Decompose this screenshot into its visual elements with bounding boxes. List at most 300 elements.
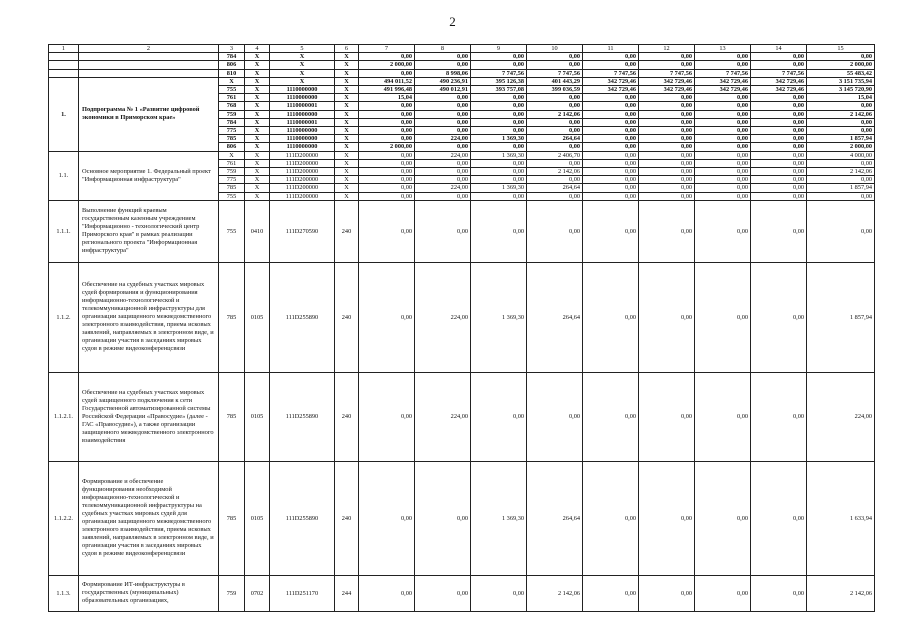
- column-header: 11: [583, 45, 639, 53]
- cell-value-col10: 2 406,70: [527, 151, 583, 159]
- cell-grbs: 755: [219, 86, 245, 94]
- cell-value-col13: 342 729,46: [695, 77, 751, 85]
- cell-value-col15: 2 142,06: [807, 110, 875, 118]
- cell-value-col13: 0,00: [695, 168, 751, 176]
- cell-value-col7: 2 000,00: [359, 143, 415, 151]
- cell-value-col9: 1 369,30: [471, 135, 527, 143]
- cell-rzpr: X: [245, 151, 270, 159]
- cell-value-col13: 0,00: [695, 372, 751, 461]
- cell-vr: X: [335, 53, 359, 61]
- cell-vr: X: [335, 143, 359, 151]
- cell-rzpr: X: [245, 110, 270, 118]
- cell-rzpr: 0105: [245, 262, 270, 372]
- cell-value-col11: 0,00: [583, 151, 639, 159]
- cell-value-col9: 1 369,30: [471, 184, 527, 192]
- cell-value-col8: 0,00: [415, 143, 471, 151]
- cell-rzpr: 0410: [245, 200, 270, 262]
- cell-value-col9: 7 747,56: [471, 69, 527, 77]
- cell-value-col15: 55 483,42: [807, 69, 875, 77]
- cell-value-col9: 0,00: [471, 118, 527, 126]
- cell-grbs: X: [219, 77, 245, 85]
- cell-value-col10: 0,00: [527, 159, 583, 167]
- cell-csr: 1110000000: [270, 110, 335, 118]
- cell-value-col11: 7 747,56: [583, 69, 639, 77]
- cell-value-col9: 0,00: [471, 110, 527, 118]
- cell-csr: 1110000000: [270, 135, 335, 143]
- cell-vr: X: [335, 192, 359, 200]
- column-header: 9: [471, 45, 527, 53]
- cell-value-col7: 0,00: [359, 102, 415, 110]
- cell-value-col8: 0,00: [415, 61, 471, 69]
- cell-value-col14: 0,00: [751, 151, 807, 159]
- cell-value-col13: 0,00: [695, 135, 751, 143]
- cell-value-col13: 0,00: [695, 110, 751, 118]
- cell-value-col14: 0,00: [751, 135, 807, 143]
- cell-value-col9: 0,00: [471, 168, 527, 176]
- cell-value-col8: 0,00: [415, 118, 471, 126]
- cell-num: [49, 69, 79, 77]
- cell-value-col10: 264,64: [527, 184, 583, 192]
- column-header: 12: [639, 45, 695, 53]
- table-row: [49, 53, 875, 61]
- cell-value-col12: 0,00: [639, 151, 695, 159]
- cell-csr: X: [270, 77, 335, 85]
- cell-value-col12: 0,00: [639, 262, 695, 372]
- cell-value-col14: 0,00: [751, 168, 807, 176]
- cell-vr: X: [335, 102, 359, 110]
- cell-value-col10: 0,00: [527, 94, 583, 102]
- cell-value-col13: 0,00: [695, 127, 751, 135]
- cell-value-col7: 0,00: [359, 262, 415, 372]
- cell-value-col11: 0,00: [583, 262, 639, 372]
- main-event-number: 1.1.: [49, 151, 79, 200]
- activity-row: [49, 575, 875, 611]
- cell-value-col10: 0,00: [527, 127, 583, 135]
- cell-csr: 111D200000: [270, 176, 335, 184]
- cell-value-col11: 0,00: [583, 143, 639, 151]
- cell-vr: X: [335, 69, 359, 77]
- cell-value-col15: 2 142,06: [807, 575, 875, 611]
- cell-grbs: 775: [219, 176, 245, 184]
- cell-value-col7: 0,00: [359, 176, 415, 184]
- cell-value-col9: 395 126,38: [471, 77, 527, 85]
- cell-grbs: 775: [219, 127, 245, 135]
- cell-value-col11: 0,00: [583, 118, 639, 126]
- cell-value-col9: 0,00: [471, 192, 527, 200]
- main-event-name: Основное мероприятие 1. Федеральный проект "Информационная инфраструктура": [79, 151, 219, 200]
- cell-value-col13: 0,00: [695, 192, 751, 200]
- cell-csr: 111D200000: [270, 192, 335, 200]
- cell-vr: X: [335, 176, 359, 184]
- column-header: 13: [695, 45, 751, 53]
- cell-vr: X: [335, 61, 359, 69]
- cell-vr: 240: [335, 461, 359, 575]
- cell-value-col15: 1 857,94: [807, 135, 875, 143]
- activity-row: [49, 200, 875, 262]
- cell-value-col15: 2 142,06: [807, 168, 875, 176]
- cell-num: [49, 61, 79, 69]
- cell-rzpr: X: [245, 184, 270, 192]
- cell-num: [49, 53, 79, 61]
- cell-value-col14: 342 729,46: [751, 86, 807, 94]
- cell-value-col14: 7 747,56: [751, 69, 807, 77]
- cell-value-col10: 0,00: [527, 61, 583, 69]
- cell-value-col15: 15,04: [807, 94, 875, 102]
- cell-value-col10: 401 443,29: [527, 77, 583, 85]
- cell-grbs: 806: [219, 143, 245, 151]
- cell-value-col9: 1 369,30: [471, 262, 527, 372]
- cell-value-col15: 0,00: [807, 102, 875, 110]
- cell-value-col13: 0,00: [695, 184, 751, 192]
- cell-value-col12: 0,00: [639, 575, 695, 611]
- cell-value-col14: 0,00: [751, 143, 807, 151]
- cell-value-col11: 0,00: [583, 168, 639, 176]
- column-header: 6: [335, 45, 359, 53]
- cell-grbs: 785: [219, 461, 245, 575]
- column-header: 4: [245, 45, 270, 53]
- cell-value-col14: 0,00: [751, 262, 807, 372]
- cell-value-col13: 0,00: [695, 102, 751, 110]
- cell-vr: 240: [335, 372, 359, 461]
- cell-csr: 111D255890: [270, 461, 335, 575]
- cell-rzpr: X: [245, 69, 270, 77]
- cell-value-col9: 0,00: [471, 575, 527, 611]
- activity-name: Формирование и обеспечение функционирования необходимой информационно-технологической и телекоммуникационной инфраструктуры на судебных участках мировых судей для организации защищенного межведомственного электронного взаимодействия, приема исковых заявлений, направляемых в электронном виде, и организации участия в заседаниях мировых судов в режиме видеоконференцсвязи: [79, 461, 219, 575]
- cell-vr: X: [335, 110, 359, 118]
- activity-name: Обеспечение на судебных участках мировых судей формирования и функционирования информационно-технологической и телекоммуникационной инфраструктуры для организации защищенного межведомственного электронного взаимодействия, приема исковых заявлений, направляемых в электронном виде, и организации участия в заседаниях мировых судов в режиме видеоконференцсвязи: [79, 262, 219, 372]
- cell-rzpr: X: [245, 118, 270, 126]
- budget-table: [48, 44, 875, 612]
- cell-value-col15: 0,00: [807, 176, 875, 184]
- cell-value-col8: 0,00: [415, 176, 471, 184]
- cell-grbs: 761: [219, 94, 245, 102]
- cell-value-col10: 7 747,56: [527, 69, 583, 77]
- cell-csr: 1110000000: [270, 127, 335, 135]
- cell-value-col12: 0,00: [639, 192, 695, 200]
- cell-value-col9: 0,00: [471, 53, 527, 61]
- cell-rzpr: X: [245, 127, 270, 135]
- cell-rzpr: 0105: [245, 461, 270, 575]
- cell-value-col14: 0,00: [751, 110, 807, 118]
- cell-rzpr: X: [245, 61, 270, 69]
- cell-value-col11: 0,00: [583, 61, 639, 69]
- cell-grbs: 784: [219, 53, 245, 61]
- cell-value-col8: 490 012,91: [415, 86, 471, 94]
- cell-value-col15: 3 151 735,94: [807, 77, 875, 85]
- cell-name: [79, 53, 219, 61]
- cell-value-col8: 0,00: [415, 110, 471, 118]
- cell-value-col11: 0,00: [583, 176, 639, 184]
- cell-value-col13: 0,00: [695, 143, 751, 151]
- cell-value-col8: 0,00: [415, 168, 471, 176]
- cell-grbs: 785: [219, 135, 245, 143]
- subprogram-number: 1.: [49, 77, 79, 151]
- cell-value-col9: 0,00: [471, 143, 527, 151]
- cell-value-col11: 342 729,46: [583, 77, 639, 85]
- cell-value-col10: 2 142,06: [527, 110, 583, 118]
- cell-value-col8: 0,00: [415, 200, 471, 262]
- cell-value-col15: 1 857,94: [807, 262, 875, 372]
- cell-value-col9: 0,00: [471, 102, 527, 110]
- cell-csr: 111D270590: [270, 200, 335, 262]
- cell-value-col15: 2 000,00: [807, 61, 875, 69]
- activity-row: [49, 372, 875, 461]
- cell-rzpr: X: [245, 143, 270, 151]
- cell-value-col15: 0,00: [807, 118, 875, 126]
- cell-value-col9: 0,00: [471, 61, 527, 69]
- cell-value-col14: 0,00: [751, 159, 807, 167]
- table-row: [49, 77, 875, 85]
- cell-value-col7: 0,00: [359, 168, 415, 176]
- cell-value-col13: 0,00: [695, 159, 751, 167]
- cell-value-col7: 0,00: [359, 575, 415, 611]
- cell-value-col12: 0,00: [639, 110, 695, 118]
- cell-value-col12: 0,00: [639, 176, 695, 184]
- cell-vr: X: [335, 168, 359, 176]
- cell-value-col13: 0,00: [695, 151, 751, 159]
- cell-value-col14: 0,00: [751, 127, 807, 135]
- cell-value-col12: 0,00: [639, 159, 695, 167]
- cell-value-col11: 0,00: [583, 159, 639, 167]
- cell-value-col15: 0,00: [807, 127, 875, 135]
- column-header: 15: [807, 45, 875, 53]
- cell-value-col8: 224,00: [415, 184, 471, 192]
- cell-value-col7: 2 000,00: [359, 61, 415, 69]
- column-header: 5: [270, 45, 335, 53]
- cell-value-col13: 7 747,56: [695, 69, 751, 77]
- cell-value-col10: 0,00: [527, 143, 583, 151]
- activity-name: Формирование ИТ-инфраструктуры в государственных (муниципальных) образовательных организациях,: [79, 575, 219, 611]
- cell-value-col8: 224,00: [415, 151, 471, 159]
- cell-grbs: 759: [219, 110, 245, 118]
- cell-value-col9: 0,00: [471, 372, 527, 461]
- cell-value-col10: 0,00: [527, 372, 583, 461]
- cell-value-col11: 0,00: [583, 200, 639, 262]
- cell-vr: X: [335, 184, 359, 192]
- cell-value-col14: 0,00: [751, 184, 807, 192]
- cell-csr: 111D255890: [270, 262, 335, 372]
- column-header: 1: [49, 45, 79, 53]
- cell-csr: 111D200000: [270, 168, 335, 176]
- cell-vr: X: [335, 151, 359, 159]
- cell-value-col15: 224,00: [807, 372, 875, 461]
- activity-row: [49, 461, 875, 575]
- cell-value-col14: 0,00: [751, 372, 807, 461]
- cell-name: [79, 61, 219, 69]
- cell-value-col15: 3 145 720,90: [807, 86, 875, 94]
- cell-value-col13: 0,00: [695, 262, 751, 372]
- cell-value-col12: 0,00: [639, 200, 695, 262]
- cell-value-col10: 0,00: [527, 118, 583, 126]
- activity-number: 1.1.2.2.: [49, 461, 79, 575]
- cell-name: [79, 69, 219, 77]
- cell-value-col7: 0,00: [359, 461, 415, 575]
- cell-value-col7: 494 011,52: [359, 77, 415, 85]
- cell-value-col10: 0,00: [527, 192, 583, 200]
- cell-value-col15: 1 857,94: [807, 184, 875, 192]
- activity-number: 1.1.3.: [49, 575, 79, 611]
- cell-value-col8: 0,00: [415, 127, 471, 135]
- cell-value-col14: 0,00: [751, 200, 807, 262]
- cell-value-col9: 1 369,30: [471, 151, 527, 159]
- cell-vr: X: [335, 118, 359, 126]
- cell-value-col9: 0,00: [471, 159, 527, 167]
- cell-value-col13: 0,00: [695, 200, 751, 262]
- cell-rzpr: X: [245, 102, 270, 110]
- cell-value-col15: 0,00: [807, 159, 875, 167]
- cell-vr: X: [335, 77, 359, 85]
- cell-value-col12: 0,00: [639, 102, 695, 110]
- cell-value-col12: 0,00: [639, 461, 695, 575]
- cell-grbs: 784: [219, 118, 245, 126]
- cell-grbs: 761: [219, 159, 245, 167]
- cell-rzpr: X: [245, 176, 270, 184]
- cell-rzpr: X: [245, 192, 270, 200]
- cell-value-col14: 0,00: [751, 461, 807, 575]
- cell-rzpr: X: [245, 86, 270, 94]
- cell-value-col10: 0,00: [527, 53, 583, 61]
- table-row: [49, 151, 875, 159]
- cell-value-col12: 0,00: [639, 135, 695, 143]
- cell-value-col8: 224,00: [415, 372, 471, 461]
- page-number: 2: [449, 14, 456, 29]
- cell-value-col7: 0,00: [359, 151, 415, 159]
- cell-vr: X: [335, 94, 359, 102]
- cell-value-col13: 0,00: [695, 94, 751, 102]
- cell-value-col13: 0,00: [695, 575, 751, 611]
- cell-value-col12: 0,00: [639, 118, 695, 126]
- cell-value-col11: 342 729,46: [583, 86, 639, 94]
- cell-grbs: 785: [219, 262, 245, 372]
- cell-value-col10: 264,64: [527, 135, 583, 143]
- cell-vr: 240: [335, 262, 359, 372]
- activity-number: 1.1.2.: [49, 262, 79, 372]
- cell-value-col15: 4 000,00: [807, 151, 875, 159]
- cell-value-col7: 0,00: [359, 53, 415, 61]
- cell-csr: 111D200000: [270, 184, 335, 192]
- cell-value-col7: 0,00: [359, 200, 415, 262]
- cell-value-col8: 0,00: [415, 461, 471, 575]
- cell-value-col8: 0,00: [415, 192, 471, 200]
- cell-csr: 111D200000: [270, 151, 335, 159]
- activity-name: Обеспечение на судебных участках мировых судей защищенного подключения к сети Государственной автоматизированной системы Российской Федерации «Правосудие» (далее - ГАС «Правосудие»), а также организации защищенного межведомственного электронного взаимодействия: [79, 372, 219, 461]
- cell-csr: 111D251170: [270, 575, 335, 611]
- cell-value-col8: 0,00: [415, 159, 471, 167]
- cell-value-col8: 490 236,91: [415, 77, 471, 85]
- cell-value-col12: 0,00: [639, 184, 695, 192]
- cell-value-col7: 15,04: [359, 94, 415, 102]
- header-row: [49, 45, 875, 53]
- cell-grbs: 755: [219, 192, 245, 200]
- cell-value-col10: 399 036,59: [527, 86, 583, 94]
- cell-value-col7: 491 996,48: [359, 86, 415, 94]
- cell-value-col10: 264,64: [527, 262, 583, 372]
- cell-value-col12: 342 729,46: [639, 86, 695, 94]
- cell-grbs: 810: [219, 69, 245, 77]
- cell-rzpr: X: [245, 77, 270, 85]
- cell-value-col14: 0,00: [751, 94, 807, 102]
- activity-number: 1.1.1.: [49, 200, 79, 262]
- cell-value-col12: 342 729,46: [639, 77, 695, 85]
- cell-value-col14: 0,00: [751, 102, 807, 110]
- cell-vr: X: [335, 135, 359, 143]
- cell-value-col7: 0,00: [359, 118, 415, 126]
- cell-vr: 244: [335, 575, 359, 611]
- cell-value-col15: 0,00: [807, 200, 875, 262]
- cell-value-col13: 0,00: [695, 53, 751, 61]
- cell-value-col14: 0,00: [751, 61, 807, 69]
- cell-value-col10: 264,64: [527, 461, 583, 575]
- cell-csr: 1110000000: [270, 94, 335, 102]
- cell-rzpr: X: [245, 135, 270, 143]
- cell-value-col12: 0,00: [639, 94, 695, 102]
- cell-value-col15: 1 633,94: [807, 461, 875, 575]
- cell-grbs: 759: [219, 575, 245, 611]
- cell-value-col12: 0,00: [639, 372, 695, 461]
- activity-name: Выполнение функций краевым государственным казенным учреждением "Информационно - технологический центр Приморского края" в рамках реализации регионального проекта "Информационная инфраструктура": [79, 200, 219, 262]
- column-header: 8: [415, 45, 471, 53]
- cell-value-col8: 0,00: [415, 102, 471, 110]
- cell-value-col10: 0,00: [527, 102, 583, 110]
- cell-csr: 1110000000: [270, 86, 335, 94]
- cell-csr: X: [270, 61, 335, 69]
- cell-value-col14: 0,00: [751, 53, 807, 61]
- cell-value-col7: 0,00: [359, 110, 415, 118]
- cell-vr: X: [335, 127, 359, 135]
- cell-value-col8: 0,00: [415, 94, 471, 102]
- activity-number: 1.1.2.1.: [49, 372, 79, 461]
- cell-value-col14: 0,00: [751, 118, 807, 126]
- cell-value-col12: 0,00: [639, 53, 695, 61]
- cell-value-col9: 0,00: [471, 94, 527, 102]
- cell-value-col8: 224,00: [415, 262, 471, 372]
- cell-value-col13: 0,00: [695, 61, 751, 69]
- cell-value-col9: 0,00: [471, 176, 527, 184]
- cell-value-col7: 0,00: [359, 184, 415, 192]
- cell-value-col13: 342 729,46: [695, 86, 751, 94]
- cell-value-col14: 0,00: [751, 575, 807, 611]
- column-header: 3: [219, 45, 245, 53]
- cell-vr: X: [335, 159, 359, 167]
- cell-grbs: 806: [219, 61, 245, 69]
- cell-value-col15: 0,00: [807, 53, 875, 61]
- cell-value-col11: 0,00: [583, 94, 639, 102]
- cell-value-col9: 0,00: [471, 127, 527, 135]
- cell-csr: 111D255890: [270, 372, 335, 461]
- cell-value-col11: 0,00: [583, 110, 639, 118]
- cell-value-col12: 0,00: [639, 143, 695, 151]
- cell-rzpr: 0702: [245, 575, 270, 611]
- cell-value-col8: 224,00: [415, 135, 471, 143]
- cell-value-col12: 0,00: [639, 127, 695, 135]
- cell-value-col7: 0,00: [359, 135, 415, 143]
- cell-csr: 1110000000: [270, 143, 335, 151]
- cell-value-col13: 0,00: [695, 118, 751, 126]
- cell-rzpr: X: [245, 168, 270, 176]
- cell-grbs: X: [219, 151, 245, 159]
- cell-value-col11: 0,00: [583, 53, 639, 61]
- cell-value-col15: 0,00: [807, 192, 875, 200]
- cell-value-col10: 0,00: [527, 200, 583, 262]
- cell-value-col14: 0,00: [751, 192, 807, 200]
- cell-grbs: 755: [219, 200, 245, 262]
- cell-value-col12: 0,00: [639, 61, 695, 69]
- cell-vr: 240: [335, 200, 359, 262]
- cell-value-col11: 0,00: [583, 372, 639, 461]
- cell-value-col15: 2 000,00: [807, 143, 875, 151]
- cell-value-col11: 0,00: [583, 192, 639, 200]
- cell-value-col11: 0,00: [583, 184, 639, 192]
